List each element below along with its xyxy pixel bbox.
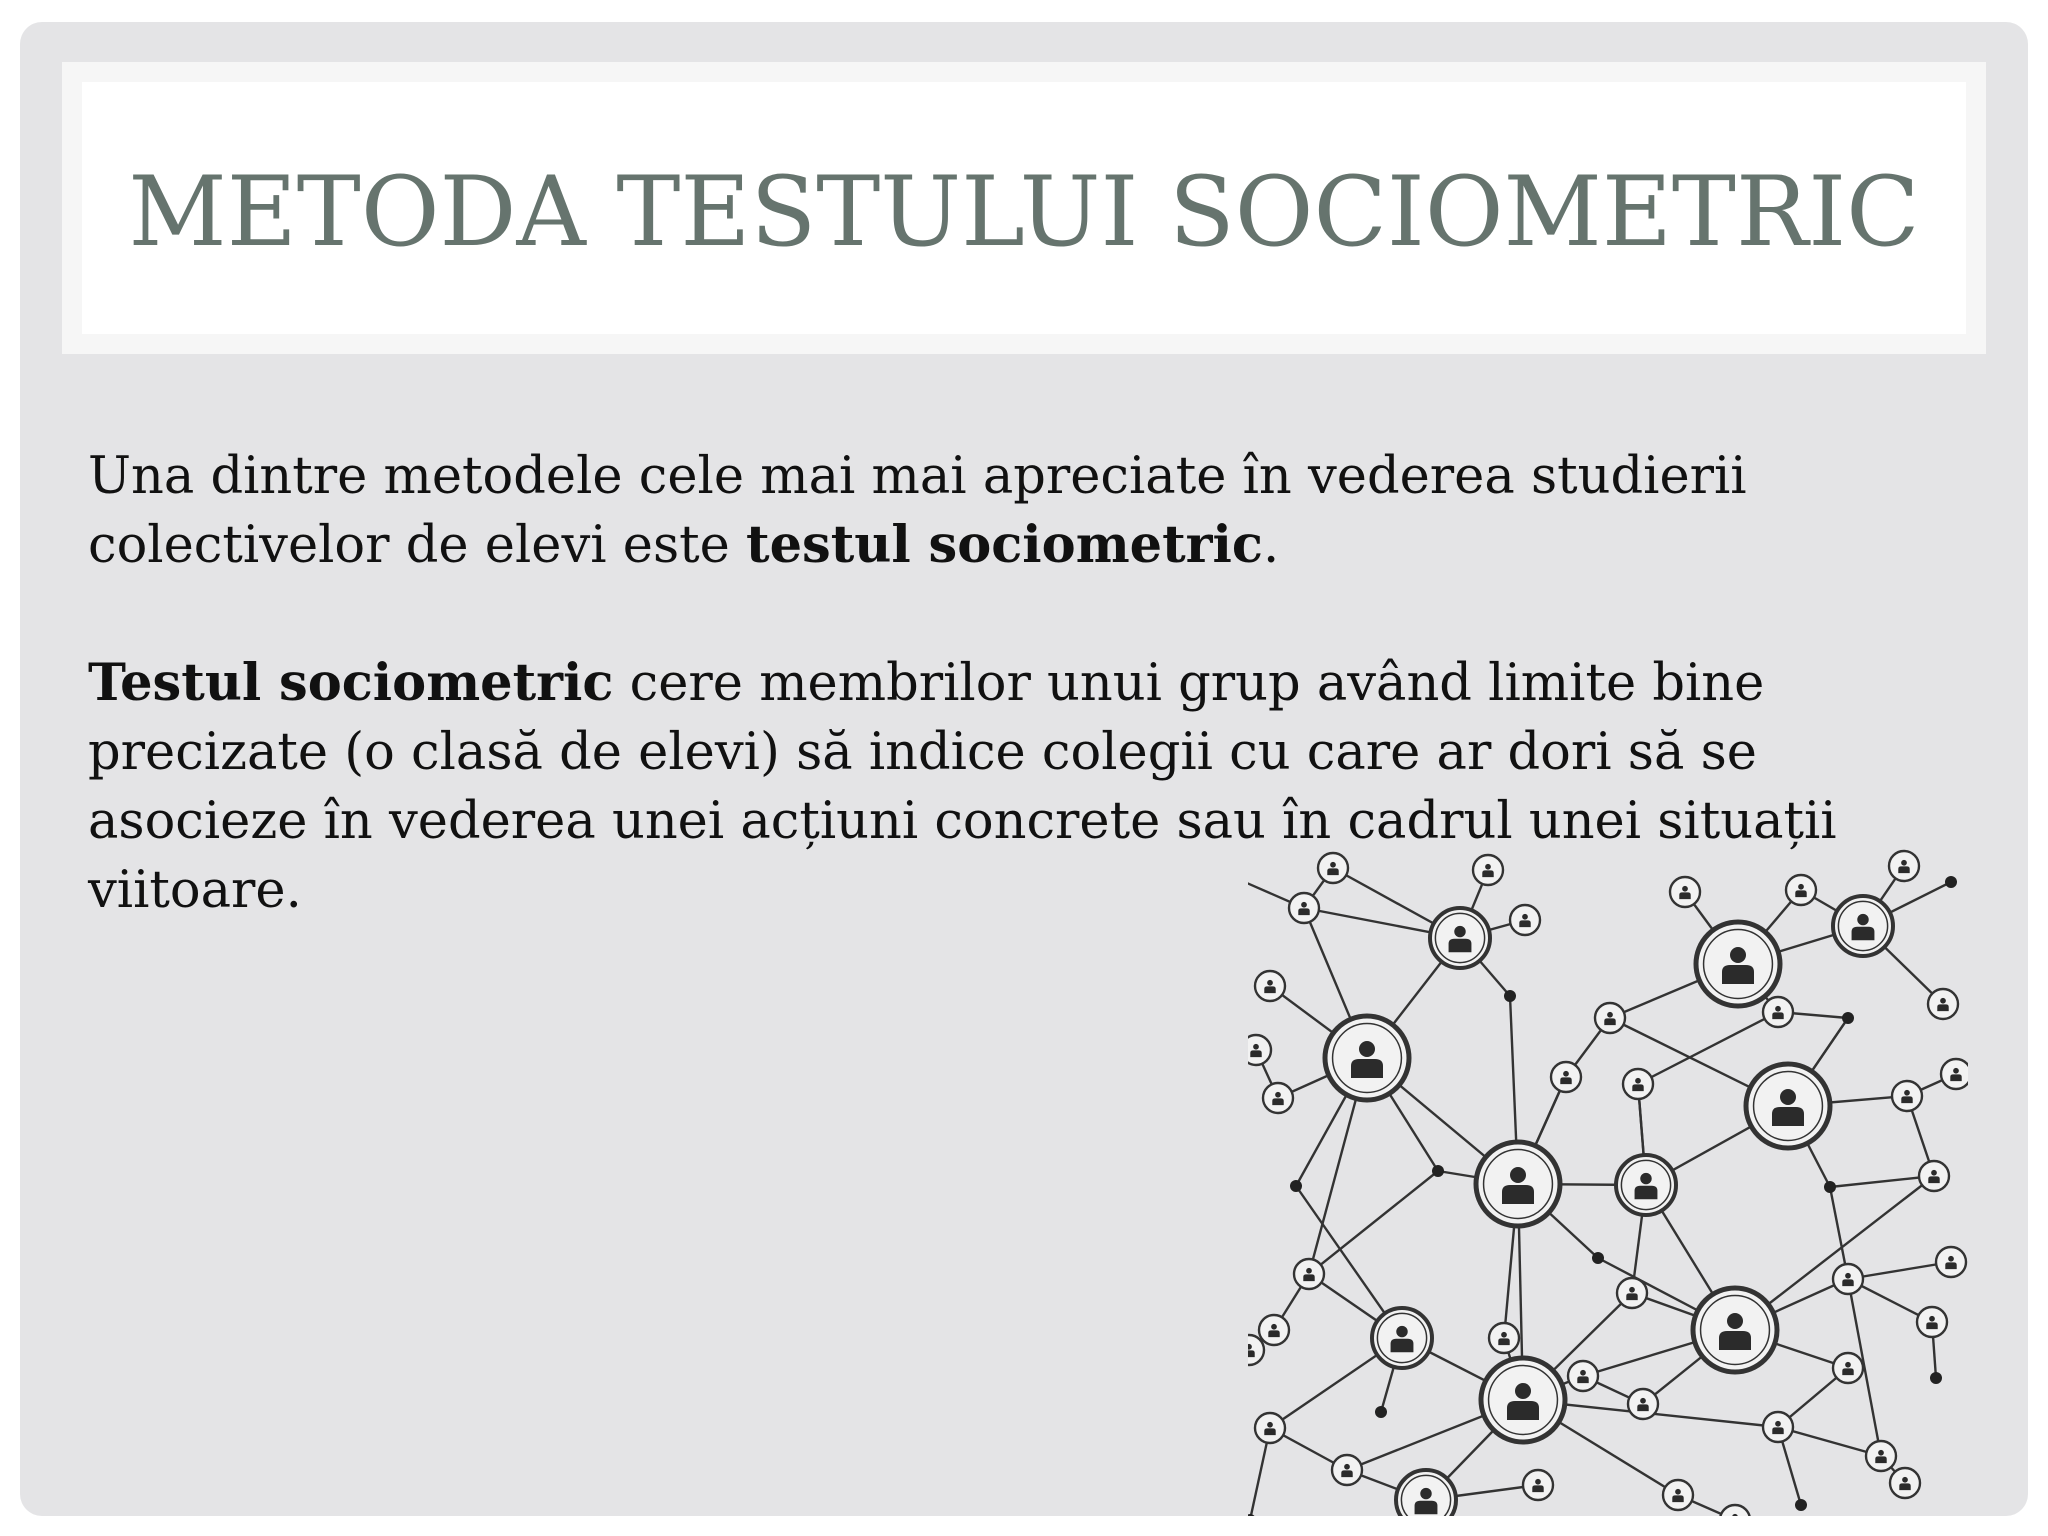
person-node-icon (1833, 1353, 1863, 1383)
person-node-icon (1259, 1315, 1289, 1345)
person-node-icon (1936, 1247, 1966, 1277)
person-node-icon (1763, 997, 1793, 1027)
network-edge (1638, 1012, 1778, 1084)
person-node-icon (1248, 1035, 1271, 1065)
person-node-icon (1255, 1413, 1285, 1443)
person-node-icon (1325, 1016, 1409, 1100)
network-dot (1824, 1181, 1836, 1193)
people-network-icon (1248, 840, 1968, 1516)
person-node-icon (1568, 1361, 1598, 1391)
person-node-icon (1263, 1083, 1293, 1113)
person-node-icon (1595, 1003, 1625, 1033)
person-node-icon (1616, 1155, 1676, 1215)
person-node-icon (1396, 1470, 1456, 1516)
person-node-icon (1928, 989, 1958, 1019)
person-node-icon (1332, 1455, 1362, 1485)
person-node-icon (1693, 1288, 1777, 1372)
person-node-icon (1523, 1470, 1553, 1500)
definition-bold-term: Testul sociometric (88, 653, 614, 713)
person-node-icon (1294, 1259, 1324, 1289)
network-dot (1504, 990, 1516, 1002)
person-node-icon (1628, 1389, 1658, 1419)
intro-text: Una dintre metodele cele mai mai apreciate în vederea studierii colectivelor de elevi este (88, 447, 1747, 575)
slide (20, 22, 2028, 1516)
person-node-icon (1551, 1062, 1581, 1092)
network-edge (1309, 1171, 1438, 1274)
paragraph-intro (88, 442, 1968, 580)
intro-bold-term: testul sociometric (746, 515, 1263, 575)
slide-title: METODA TESTULUI SOCIOMETRIC (128, 156, 1920, 268)
title-box (82, 82, 1966, 334)
network-dot (1375, 1406, 1387, 1418)
person-node-icon (1696, 922, 1780, 1006)
network-edges (1248, 866, 1956, 1516)
network-dot (1930, 1372, 1942, 1384)
person-node-icon (1720, 1505, 1750, 1516)
person-node-icon (1663, 1480, 1693, 1510)
slide-body (88, 442, 1968, 925)
person-node-icon (1833, 1264, 1863, 1294)
intro-end: . (1262, 516, 1280, 575)
person-node-icon (1623, 1069, 1653, 1099)
network-dot (1592, 1252, 1604, 1264)
person-node-icon (1941, 1059, 1968, 1089)
definition-text: cere membrilor unui grup având limite bine precizate (o clasă de elevi) să indice colegii cu care ar dori să se asocieze în vederea unei acțiuni concrete sau în cadrul unei situații viitoare. (88, 654, 1837, 920)
person-node-icon (1892, 1081, 1922, 1111)
person-node-icon (1489, 1323, 1519, 1353)
person-node-icon (1763, 1412, 1793, 1442)
person-node-icon (1481, 1358, 1565, 1442)
person-node-icon (1919, 1161, 1949, 1191)
person-node-icon (1476, 1142, 1560, 1226)
person-node-icon (1372, 1308, 1432, 1368)
title-band (62, 62, 1986, 354)
person-node-icon (1917, 1307, 1947, 1337)
person-node-icon (1617, 1278, 1647, 1308)
paragraph-definition (88, 649, 1968, 925)
network-dot (1795, 1499, 1807, 1511)
person-node-icon (1255, 971, 1285, 1001)
network-dot (1432, 1165, 1444, 1177)
person-node-icon (1890, 1468, 1920, 1498)
person-node-icon (1866, 1441, 1896, 1471)
person-node-icon (1746, 1064, 1830, 1148)
network-dot (1842, 1012, 1854, 1024)
network-dot (1290, 1180, 1302, 1192)
